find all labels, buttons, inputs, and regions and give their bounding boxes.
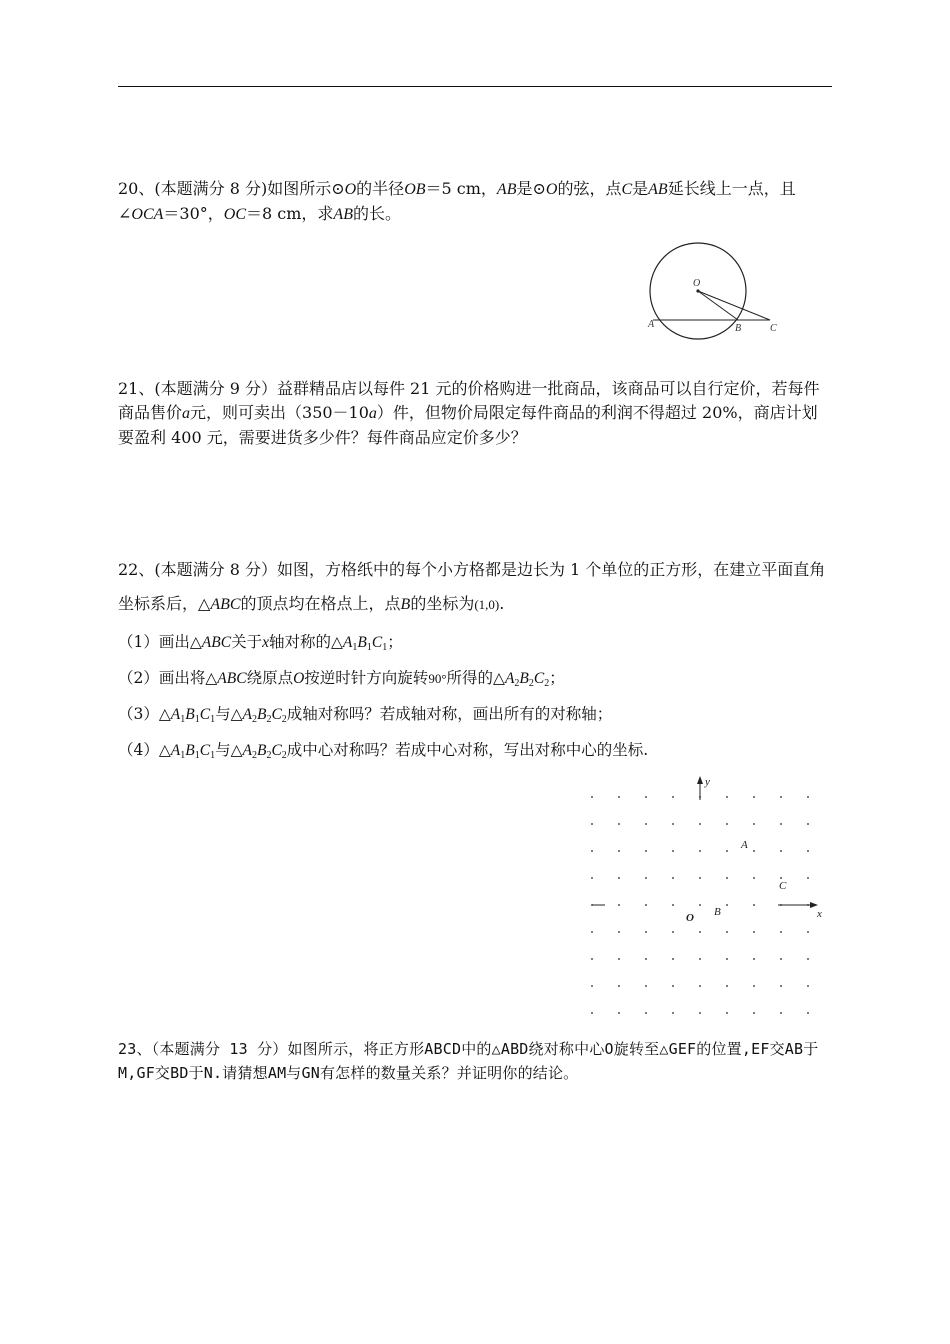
grid-dot <box>591 796 593 798</box>
header-rule <box>118 86 832 87</box>
grid-dot <box>672 931 674 933</box>
grid-dot <box>726 904 728 906</box>
grid-dot <box>699 1012 701 1014</box>
label-origin: O <box>686 912 694 924</box>
grid-dot <box>753 904 755 906</box>
grid-dot <box>753 796 755 798</box>
segment-ob <box>698 291 738 320</box>
grid-dot <box>618 850 620 852</box>
q22-item-1: （1）画出△ABC关于x轴对称的$\triangle A_1B_1C_1$； <box>118 633 403 653</box>
label-o: O <box>693 278 701 289</box>
grid-dot <box>591 850 593 852</box>
grid-dot <box>591 931 593 933</box>
grid-dot <box>618 796 620 798</box>
label-point-c: C <box>779 880 787 892</box>
grid-dot <box>672 796 674 798</box>
grid-dot <box>618 1012 620 1014</box>
grid-dot <box>807 1012 809 1014</box>
grid-dot <box>645 877 647 879</box>
q22-item-4: $(4)\triangle A_1B_1C_1$与$\triangle A_2B_2C_2$成中心对称吗？若成中心对称，写出对称中心的坐标. <box>118 741 649 761</box>
center-point <box>696 289 699 292</box>
grid-figure <box>580 770 830 1020</box>
y-axis-arrow <box>697 776 703 784</box>
label-a: A <box>648 319 655 330</box>
grid-dot <box>807 850 809 852</box>
grid-dot <box>780 823 782 825</box>
grid-dot <box>726 1012 728 1014</box>
segment-oc <box>698 291 770 320</box>
question-21: 21、(本题满分 9 分）益群精品店以每件 21 元的价格购进一批商品，该商品可以自行定价，若每件商品售价a元，则可卖出（350－10a）件，但物价局限定每件商品的利润不得超过 20%，商店计划要盈利 400 元，需要进货多少件？每件商品应定价多少？ <box>118 379 820 447</box>
grid-dot <box>807 985 809 987</box>
grid-dot <box>753 985 755 987</box>
grid-dot <box>618 904 620 906</box>
grid-dot <box>591 985 593 987</box>
grid-dot <box>699 850 701 852</box>
question-20: 20、(本题满分 8 分)如图所示⊙O的半径OB＝5 cm，AB是⊙O的弦，点C是AB延长线上一点，且∠OCA＝30°，OC＝8 cm，求AB的长。 <box>118 179 796 223</box>
grid-dot <box>672 904 674 906</box>
grid-dots <box>591 796 809 1014</box>
grid-dot <box>753 877 755 879</box>
grid-dot <box>645 796 647 798</box>
question-23: 23、（本题满分 13 分）如图所示，将正方形ABCD中的△ABD绕对称中心O旋转至△GEF的位置,EF交AB于M,GF交BD于N.请猜想AM与GN有怎样的数量关系？并证明你的结论。 <box>118 1040 819 1082</box>
grid-dot <box>753 1012 755 1014</box>
grid-dot <box>645 850 647 852</box>
grid-dot <box>645 904 647 906</box>
grid-dot <box>699 958 701 960</box>
grid-dot <box>645 985 647 987</box>
grid-dot <box>672 1012 674 1014</box>
grid-dot <box>591 823 593 825</box>
grid-dot <box>591 1012 593 1014</box>
grid-dot <box>726 985 728 987</box>
label-y: y <box>705 776 710 788</box>
grid-dot <box>753 823 755 825</box>
grid-dot <box>699 877 701 879</box>
grid-dot <box>618 823 620 825</box>
grid-dot <box>726 850 728 852</box>
grid-dot <box>618 931 620 933</box>
circle-figure <box>640 240 790 345</box>
grid-dot <box>726 796 728 798</box>
grid-dot <box>753 958 755 960</box>
grid-dot <box>807 958 809 960</box>
grid-dot <box>726 823 728 825</box>
grid-dot <box>699 823 701 825</box>
grid-dot <box>699 985 701 987</box>
grid-dot <box>645 931 647 933</box>
grid-dot <box>672 877 674 879</box>
grid-dot <box>807 796 809 798</box>
label-x: x <box>817 908 822 920</box>
grid-dot <box>645 1012 647 1014</box>
grid-dot <box>780 850 782 852</box>
q22-item-2: （2）画出将△ABC绕原点O按逆时针方向旋转90°所得的$\triangle A_2B_2C_2$； <box>118 669 565 689</box>
grid-dot <box>726 877 728 879</box>
question-22: 22、(本题满分 8 分）如图，方格纸中的每个小方格都是边长为 1 个单位的正方形，在建立平面直角坐标系后，△ABC的顶点均在格点上，点B的坐标为(1,0). <box>118 560 826 613</box>
grid-dot <box>726 958 728 960</box>
grid-dot <box>726 931 728 933</box>
grid-dot <box>645 823 647 825</box>
grid-dot <box>699 931 701 933</box>
grid-dot <box>672 823 674 825</box>
grid-dot <box>672 850 674 852</box>
label-b: B <box>735 323 742 334</box>
grid-dot <box>645 958 647 960</box>
grid-dot <box>807 877 809 879</box>
grid-dot <box>780 931 782 933</box>
grid-dot <box>807 823 809 825</box>
grid-dot <box>618 877 620 879</box>
label-c: C <box>770 323 777 334</box>
grid-dot <box>780 796 782 798</box>
q22-item-3: $(3)\triangle A_1B_1C_1$与$\triangle A_2B_2C_2$成轴对称吗？若成轴对称，画出所有的对称轴； <box>118 705 613 725</box>
grid-dot <box>672 958 674 960</box>
grid-dot <box>672 985 674 987</box>
label-point-a: A <box>741 839 748 851</box>
grid-dot <box>591 958 593 960</box>
grid-dot <box>807 931 809 933</box>
label-point-b: B <box>714 906 721 918</box>
grid-dot <box>780 985 782 987</box>
grid-dot <box>780 1012 782 1014</box>
grid-dot <box>618 958 620 960</box>
grid-dot <box>753 850 755 852</box>
grid-dot <box>591 877 593 879</box>
grid-dot <box>699 904 701 906</box>
grid-dot <box>618 985 620 987</box>
grid-dot <box>753 931 755 933</box>
grid-dot <box>780 877 782 879</box>
grid-dot <box>780 958 782 960</box>
